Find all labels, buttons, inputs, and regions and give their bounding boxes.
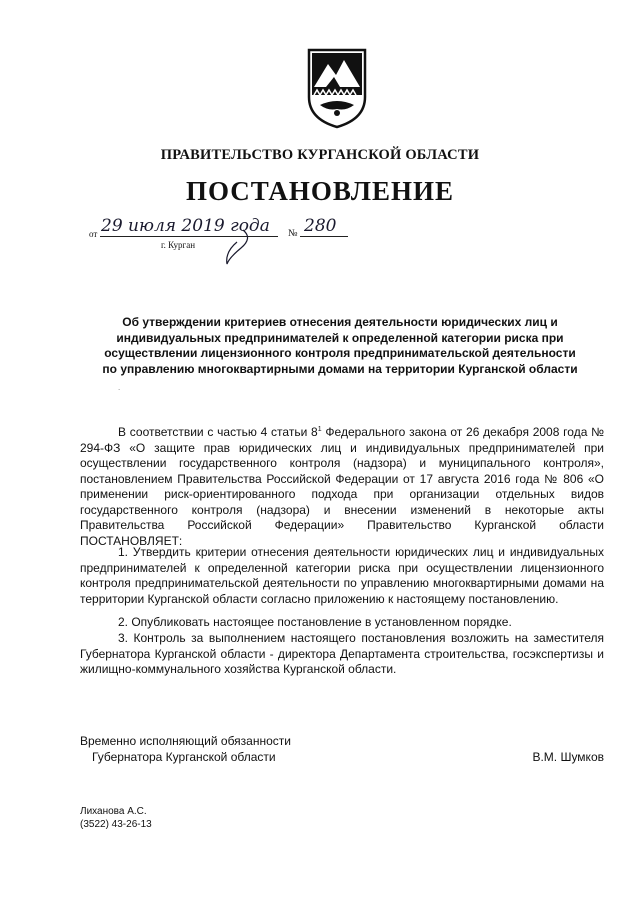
document-date: 29 июля 2019 года [101,216,270,236]
government-name: ПРАВИТЕЛЬСТВО КУРГАНСКОЙ ОБЛАСТИ [160,147,480,163]
document-number: 280 [304,216,337,236]
executor-name: Лиханова А.С. [80,806,147,817]
coat-of-arms-icon [306,47,368,129]
preamble-start: В соответствии с частью 4 статьи 8 [118,425,318,439]
document-city: г. Курган [161,240,196,250]
item-2: 2. Опубликовать настоящее постановление в установленном порядке. [118,615,512,629]
preamble-paragraph [80,425,604,549]
item-1: 1. Утвердить критерии отнесения деятельности юридических лиц и индивидуальных предпринимателей к определенной категории риска при осуществлении лицензионного контроля предпринимательской деятельности по управлению многоквартирными домами на территории Курганской области согласно приложению к настоящему постановлению. [80,545,604,606]
date-from-label: от [89,229,98,239]
stray-mark: . [118,383,121,392]
signatory-name: В.М. Шумков [532,750,604,764]
item-3: 3. Контроль за выполнением настоящего постановления возложить на заместителя Губернатора Курганской области - директора Департамента строительства, госэкспертизы и жилищно-коммунального хозяйства Курганской области. [80,631,604,676]
number-label: № [288,228,298,239]
handwritten-flourish-icon [215,228,255,266]
document-title: ПОСТАНОВЛЕНИЕ [185,176,455,206]
signatory-position-line1: Временно исполняющий обязанности [80,734,291,748]
article-superscript: 1 [317,426,322,433]
number-underline [300,236,348,237]
signatory-position-line2: Губернатора Курганской области [92,750,276,764]
document-subject: Об утверждении критериев отнесения деятельности юридических лиц и индивидуальных предпринимателей к определенной категории риска при осуществлении лицензионного контроля предпринимательской деятельности по управлению многоквартирными домами на территории Курганской области [102,315,578,376]
preamble-rest: Федерального закона от 26 декабря 2008 года № 294-ФЗ «О защите прав юридических лиц и индивидуальных предпринимателей при осуществлении государственного контроля (надзора) и муниципального контроля», постановлением Правительства Российской Федерации от 17 августа 2016 года № 806 «О применении риск-ориентированного подхода при организации отдельных видов государственного контроля (надзора) и внесении изменений в некоторые акты Правительства Российской Федерации» Правительство Курганской области ПОСТАНОВЛЯЕТ: [80,425,605,548]
executor-phone: (3522) 43-26-13 [80,819,152,830]
